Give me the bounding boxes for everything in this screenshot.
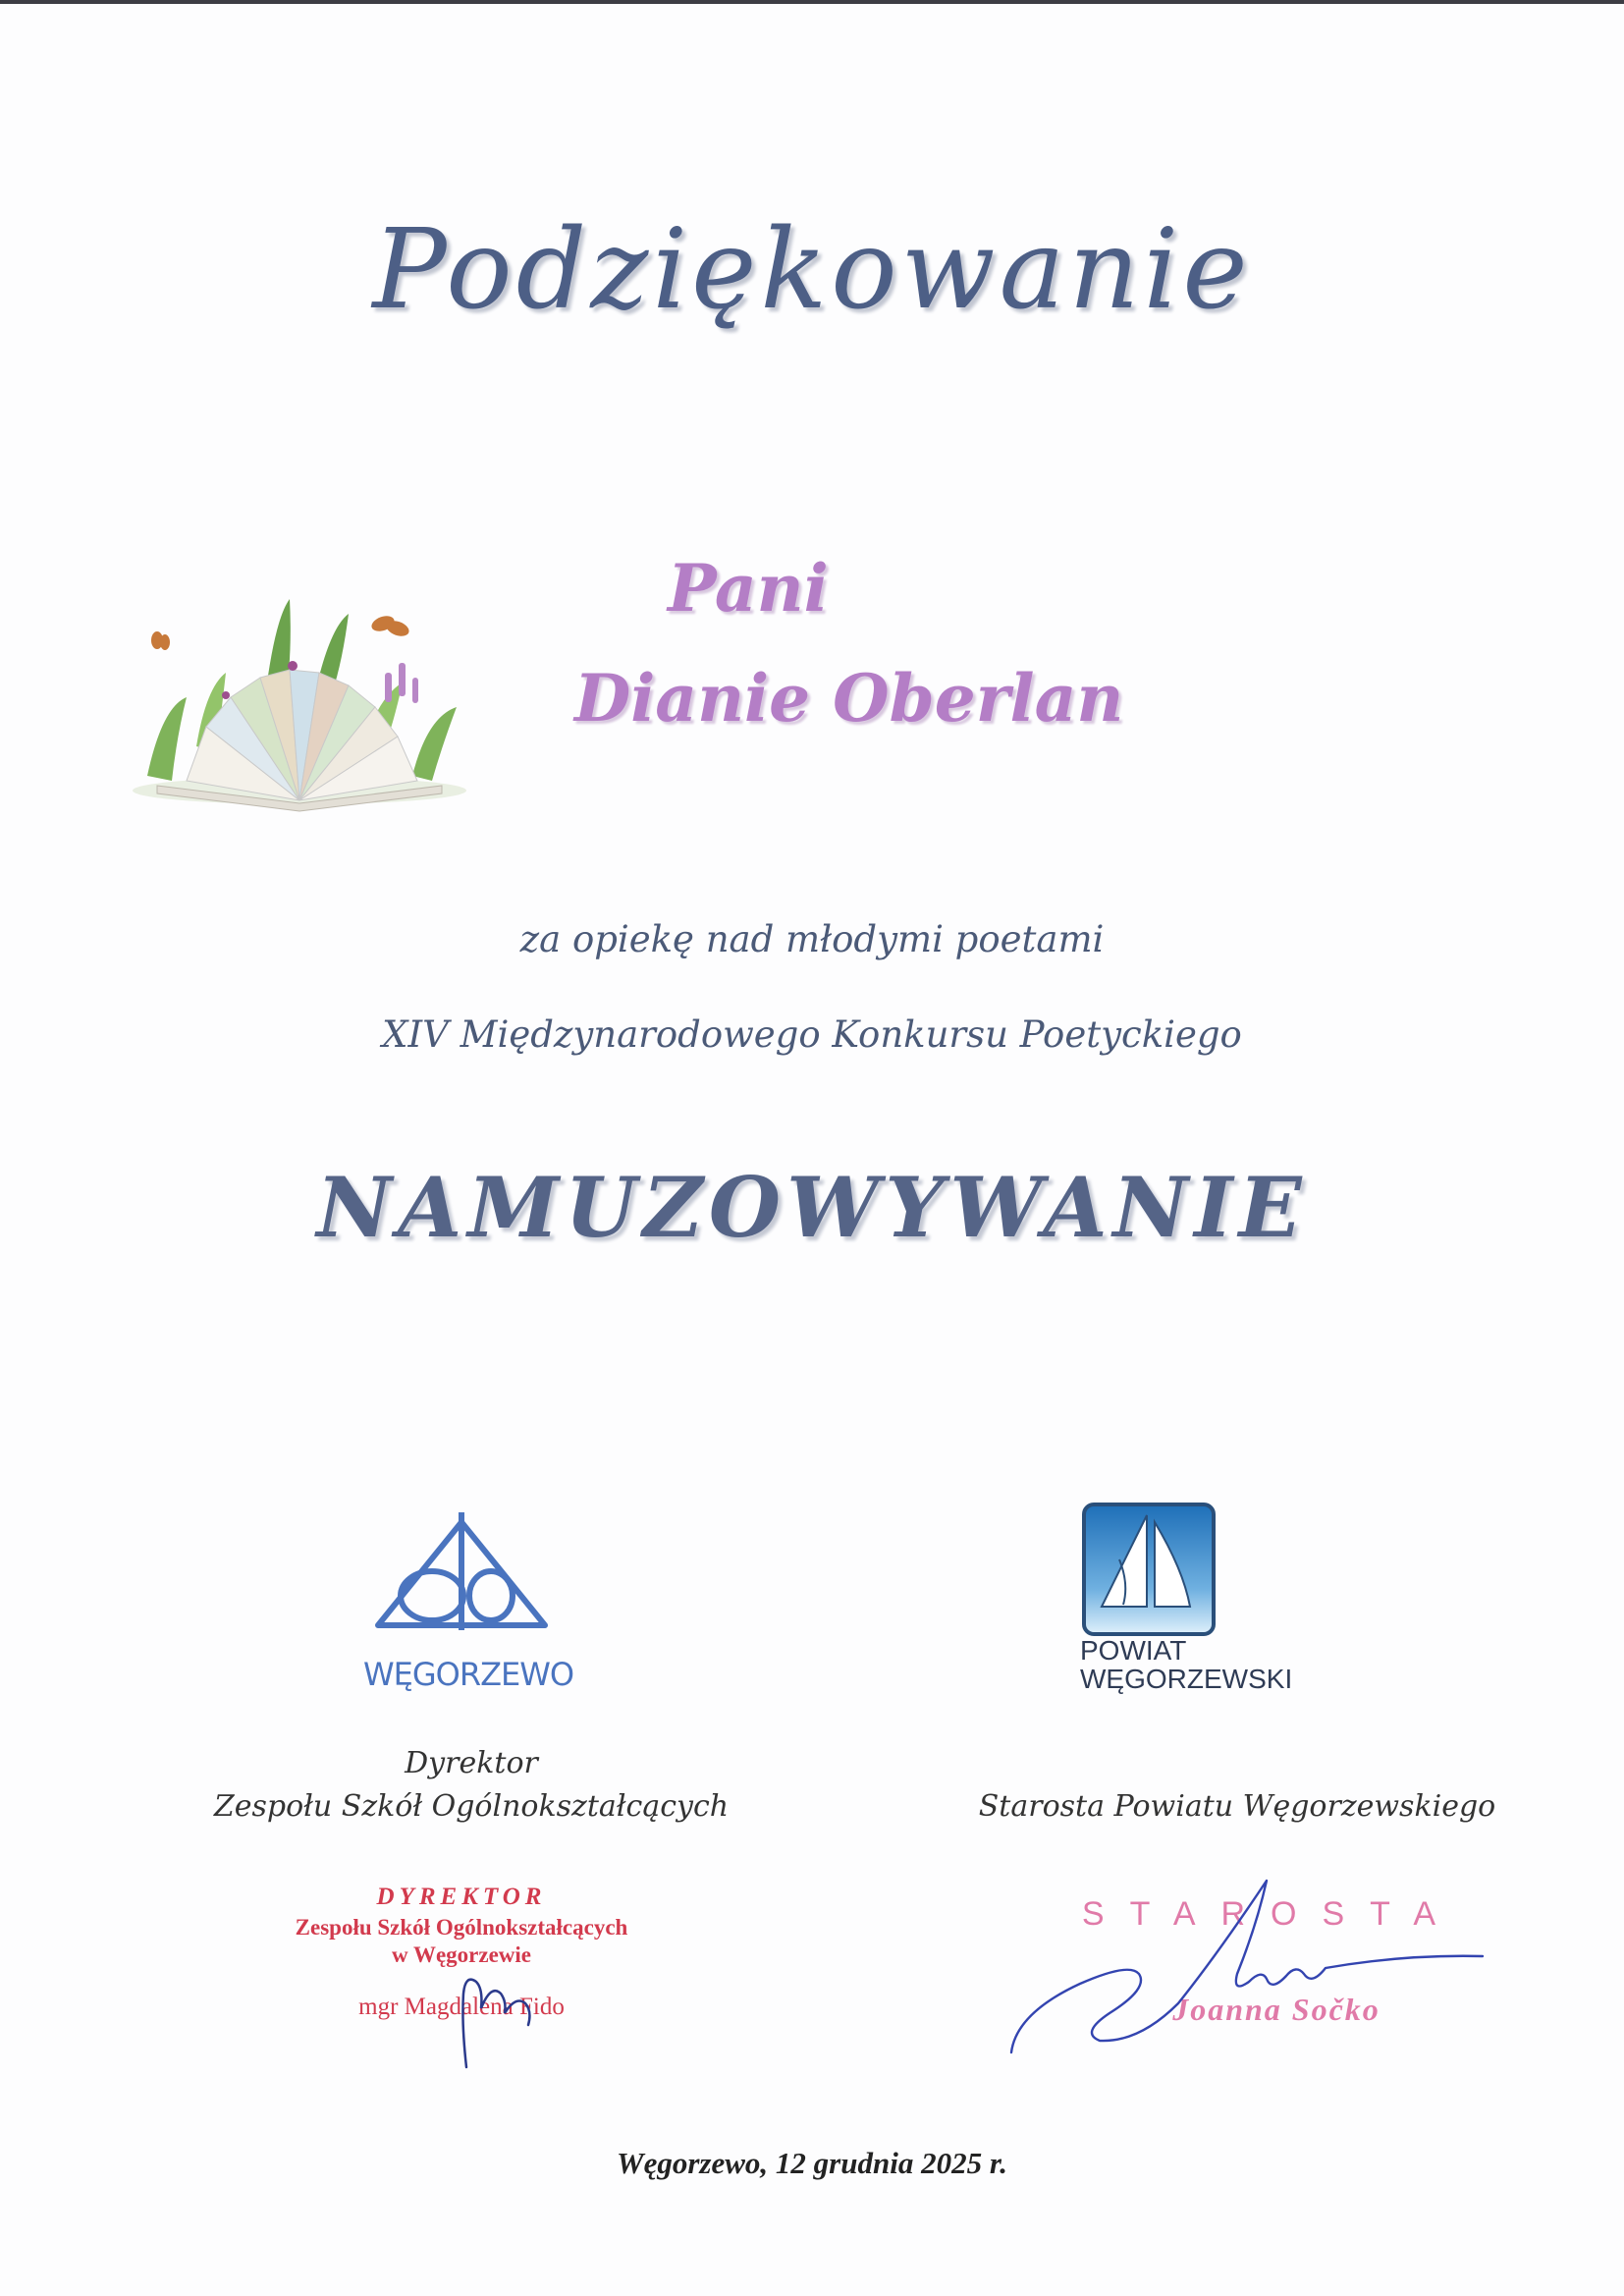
powiat-logo-line-2: WĘGORZEWSKI: [1080, 1664, 1293, 1694]
reason-line-2: XIV Międzynarodowego Konkursu Poetyckiego: [382, 1013, 1242, 1056]
certificate-title: Podziękowanie: [372, 206, 1252, 334]
wegorzewo-logo-icon: [363, 1503, 560, 1669]
left-stamp-name: mgr Magdalena Fido: [358, 1994, 565, 2020]
left-role-line-1: Dyrektor: [405, 1746, 538, 1780]
right-role: Starosta Powiatu Węgorzewskiego: [978, 1789, 1496, 1824]
recipient-salutation: Pani: [668, 550, 829, 627]
left-stamp-title: DYREKTOR: [376, 1884, 547, 1910]
powiat-logo-line-1: POWIAT: [1080, 1635, 1187, 1666]
wegorzewo-logo-text: WĘGORZEWO: [363, 1656, 574, 1693]
right-stamp-title: STAROSTA: [1081, 1895, 1462, 1933]
left-handwritten-signature: [422, 1935, 569, 2072]
right-stamp-name: Joanna Sočko: [1172, 1992, 1380, 2027]
left-stamp-line-2: w Węgorzewie: [392, 1942, 531, 1967]
right-handwritten-signature: [992, 1866, 1502, 2072]
sailboat-logo-icon: [1080, 1501, 1218, 1638]
issue-date: Węgorzewo, 12 grudnia 2025 r.: [617, 2146, 1007, 2180]
open-book-illustration: [118, 579, 481, 815]
contest-name: NAMUZOWYWANIE: [316, 1159, 1308, 1256]
scan-top-edge: [0, 0, 1624, 4]
left-role-line-2: Zespołu Szkół Ogólnokształcących: [213, 1789, 730, 1824]
left-stamp-line-1: Zespołu Szkół Ogólnokształcących: [295, 1915, 628, 1940]
reason-line-1: za opiekę nad młodymi poetami: [519, 918, 1105, 960]
powiat-logo-text: [1080, 1636, 1316, 1693]
recipient-name: Dianie Oberlan: [574, 660, 1124, 737]
